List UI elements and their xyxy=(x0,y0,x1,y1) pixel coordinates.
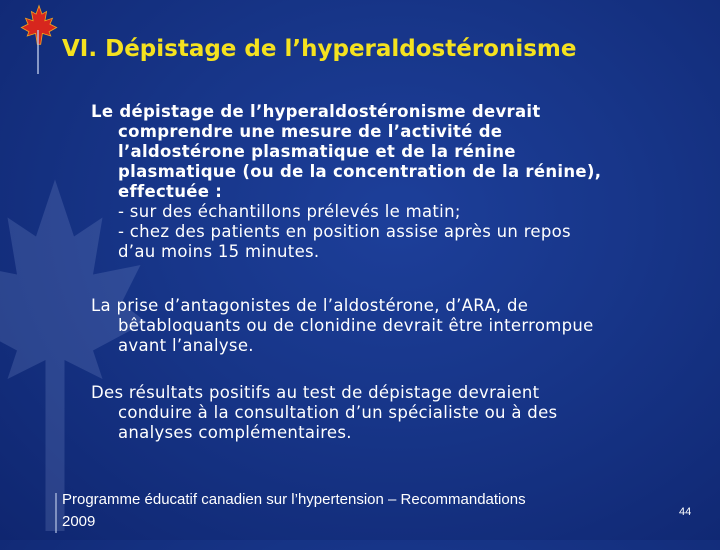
paragraph-line: conduire à la consultation d’un spécialiste ou à des xyxy=(118,403,558,422)
paragraph-line: avant l’analyse. xyxy=(118,336,254,355)
title-accent-line xyxy=(37,30,39,74)
paragraph-line: plasmatique (ou de la concentration de la rénine), xyxy=(118,162,602,181)
paragraph-line: Le dépistage de l’hyperaldostéronisme devrait xyxy=(91,102,541,121)
paragraph-antagonists xyxy=(91,296,701,356)
paragraph-line: comprendre une mesure de l’activité de xyxy=(118,122,503,141)
footer xyxy=(62,489,642,533)
footer-year: 2009 xyxy=(62,513,96,530)
paragraph-line: bêtabloquants ou de clonidine devrait être interrompue xyxy=(118,316,594,335)
paragraph-screening xyxy=(91,102,701,262)
paragraph-line: - chez des patients en position assise après un repos xyxy=(118,222,571,241)
page-number: 44 xyxy=(679,506,692,518)
paragraph-line: d’au moins 15 minutes. xyxy=(118,242,320,261)
paragraph-line: effectuée : xyxy=(118,182,223,201)
paragraph-line: l’aldostérone plasmatique et de la rénine xyxy=(118,142,516,161)
footer-accent-line xyxy=(55,493,57,533)
slide-title: VI. Dépistage de l’hyperaldostéronisme xyxy=(62,36,577,62)
paragraph-line: analyses complémentaires. xyxy=(118,423,352,442)
paragraph-line: La prise d’antagonistes de l’aldostérone, d’ARA, de xyxy=(91,296,529,315)
paragraph-line: Des résultats positifs au test de dépistage devraient xyxy=(91,383,540,402)
maple-leaf-logo-icon xyxy=(18,4,60,46)
paragraph-line: - sur des échantillons prélevés le matin; xyxy=(118,202,461,221)
footer-line: Programme éducatif canadien sur l’hypertension – Recommandations xyxy=(62,491,526,508)
paragraph-positive-results xyxy=(91,383,701,443)
